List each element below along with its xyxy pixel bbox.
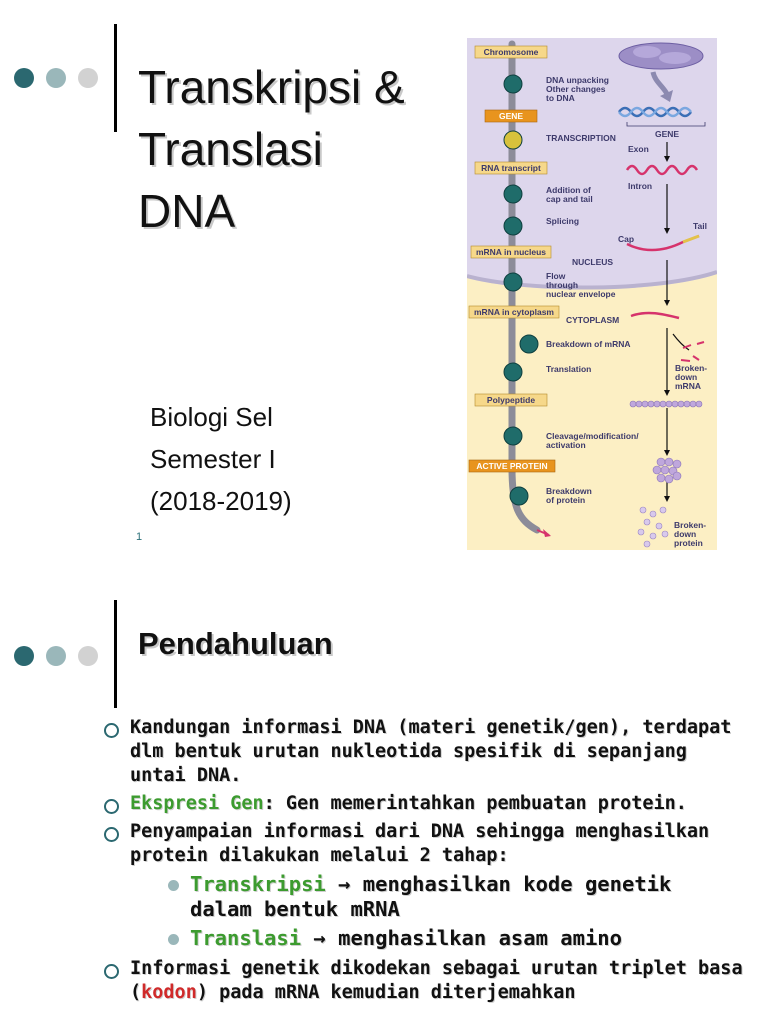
control-knot	[504, 131, 522, 149]
term-kodon: kodon	[141, 982, 197, 1003]
step-cleavage-1: Cleavage/modification/	[546, 431, 639, 441]
stage-label-polypeptide: Polypeptide	[486, 395, 536, 405]
step-cap-tail-2: cap and tail	[546, 194, 593, 204]
control-knot	[504, 363, 522, 381]
intron-label: Intron	[628, 181, 653, 191]
exon-label: Exon	[628, 144, 649, 154]
control-knot	[504, 427, 522, 445]
term-translasi: Translasi	[190, 926, 302, 950]
region-cytoplasm: CYTOPLASM	[566, 315, 620, 325]
bullet-item	[104, 820, 744, 951]
sub-bullet-item	[130, 872, 744, 922]
stage-label-active-protein: ACTIVE PROTEIN	[476, 461, 548, 471]
bullet-item	[104, 716, 744, 788]
stage-label-gene: GENE	[498, 111, 524, 121]
dot-dark	[14, 68, 34, 88]
bullet-text: Kandungan informasi DNA (materi genetik/gen), terdapat dlm bentuk urutan nukleotida spesifik di sepanjang untai DNA.	[130, 717, 732, 786]
step-flow-1: Flow	[546, 271, 566, 281]
dot-light	[78, 68, 98, 88]
slide-dots	[14, 646, 98, 666]
slide-2	[0, 574, 768, 1024]
title-line-2: Translasi	[138, 123, 323, 175]
stage-label-mrna-nucleus: mRNA in nucleus	[475, 247, 547, 257]
step-cleavage-2: activation	[546, 440, 586, 450]
stage-label-mrna-cytoplasm: mRNA in cytoplasm	[474, 307, 554, 317]
step-breakdown-protein-1: Breakdown	[546, 486, 592, 496]
subtitle-line-3: (2018-2019)	[150, 486, 292, 516]
step-dna-unpacking-2: Other changes	[546, 84, 606, 94]
dot-light	[78, 646, 98, 666]
chromosome-illustration	[619, 43, 703, 69]
region-nucleus: NUCLEUS	[572, 257, 614, 267]
control-knot	[504, 75, 522, 93]
bullet-item	[104, 792, 744, 816]
dot-mid	[46, 68, 66, 88]
bullet-text: Informasi genetik dikodekan sebagai urutan triplet basa (	[130, 958, 743, 1003]
bullet-list	[104, 716, 744, 1009]
title-divider	[114, 24, 117, 132]
slide-dots	[14, 68, 98, 88]
step-splicing: Splicing	[546, 216, 580, 226]
bullet-text: Penyampaian informasi dari DNA sehingga menghasilkan protein dilakukan melalui 2 tahap:	[130, 821, 710, 866]
sub-bullet-text: → menghasilkan kode genetik dalam bentuk mRNA	[190, 872, 672, 921]
tail-label: Tail	[693, 221, 708, 231]
slide-heading: Pendahuluan	[138, 626, 333, 661]
step-breakdown-protein-2: of protein	[546, 495, 586, 505]
subtitle-line-2: Semester I	[150, 444, 276, 474]
cap-label: Cap	[618, 234, 635, 244]
control-knot	[510, 487, 528, 505]
broken-protein-label-1: Broken-	[674, 520, 707, 530]
broken-mrna-label-3: mRNA	[675, 381, 701, 391]
step-flow-3: nuclear envelope	[546, 289, 616, 299]
gene-label: GENE	[655, 129, 680, 139]
gene-expression-diagram	[467, 38, 717, 550]
title-line-1: Transkripsi &	[138, 61, 405, 113]
step-dna-unpacking-3: to DNA	[546, 93, 575, 103]
control-knot	[504, 185, 522, 203]
bullet-item	[104, 957, 744, 1005]
page-number: 1	[136, 531, 143, 543]
stage-label-chromosome: Chromosome	[483, 47, 539, 57]
step-dna-unpacking-1: DNA unpacking	[546, 75, 609, 85]
broken-mrna-label-1: Broken-	[675, 363, 708, 373]
sub-bullet-item	[130, 926, 744, 951]
broken-mrna-label-2: down	[675, 372, 698, 382]
title-divider	[114, 600, 117, 708]
stage-label-rna-transcript: RNA transcript	[481, 163, 541, 173]
broken-protein-label-2: down	[674, 529, 697, 539]
step-flow-2: through	[546, 280, 579, 290]
term-transkripsi: Transkripsi	[190, 872, 326, 896]
dot-mid	[46, 646, 66, 666]
step-cap-tail-1: Addition of	[546, 185, 591, 195]
control-knot	[520, 335, 538, 353]
broken-protein-label-3: protein	[674, 538, 703, 548]
active-protein	[653, 458, 681, 483]
step-translation: Translation	[546, 364, 592, 374]
bullet-text: : Gen memerintahkan pembuatan protein.	[263, 793, 687, 814]
control-knot	[504, 273, 522, 291]
sub-bullet-text: → menghasilkan asam amino	[301, 926, 622, 950]
control-knot	[504, 217, 522, 235]
bullet-text: ) pada mRNA kemudian diterjemahkan	[196, 982, 576, 1003]
subtitle-line-1: Biologi Sel	[150, 402, 273, 432]
step-breakdown-mrna: Breakdown of mRNA	[546, 339, 631, 349]
term-ekspresi-gen: Ekspresi Gen	[130, 793, 264, 814]
step-transcription: TRANSCRIPTION	[546, 133, 616, 143]
dot-dark	[14, 646, 34, 666]
title-line-3: DNA	[138, 185, 236, 237]
